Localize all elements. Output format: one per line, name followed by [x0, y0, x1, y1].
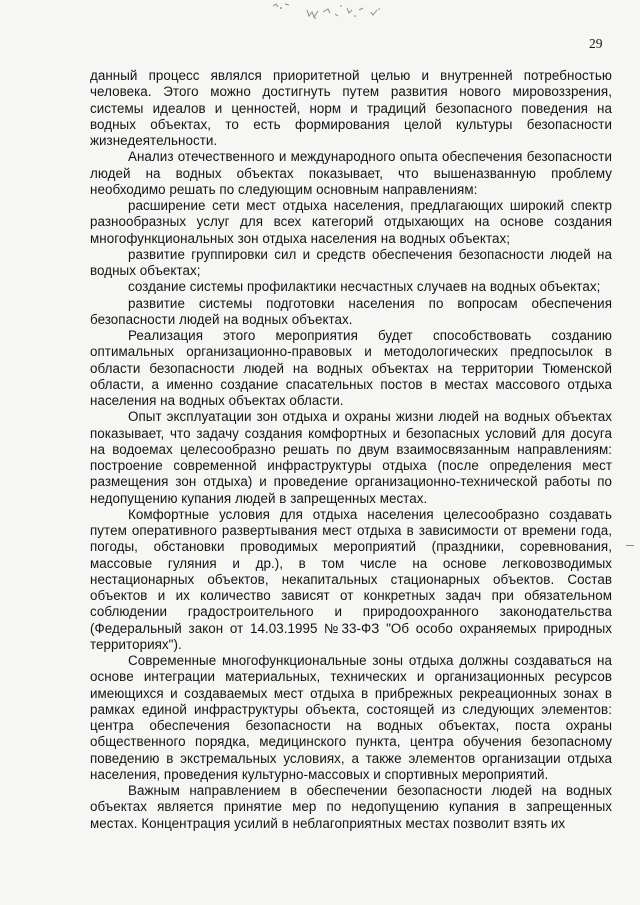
paragraph-4: развитие группировки сил и средств обеспечения безопасности людей на водных объектах; [90, 246, 612, 278]
paragraph-6: развитие системы подготовки населения по вопросам обеспечения безопасности людей на водных объектах. [90, 295, 612, 327]
scan-artifact-dash [626, 545, 634, 546]
paragraph-5: создание системы профилактики несчастных случаев на водных объектах; [128, 279, 601, 295]
paragraph-3: расширение сети мест отдыха населения, предлагающих широкий спектр разнообразных услуг для всех категорий отдыхающих на основе создания многофункциональных зон отдыха населения на водных объектах; [90, 198, 612, 246]
paragraph-8: Опыт эксплуатации зон отдыха и охраны жизни людей на водных объектах показывает, что задачу создания комфортных и безопасных условий для досуга на водоемах целесообразно решать по двум взаимосвязанным направлениям: построение современной инфраструктуры отдыха (после определения мест размещения зон отдыха) и проведение организационно-технической работы по недопущению купания людей в запрещенных местах. [90, 409, 612, 506]
paragraph-10: Современные многофункциональные зоны отдыха должны создаваться на основе интеграции материальных, технических и организационных ресурсов имеющихся и создаваемых мест отдыха в прибрежных рекреационных зонах в рамках единой инфраструктуры объекта, состоящей из следующих элементов: центра обеспечения безопасности на водных объектах, поста охраны общественного порядка, медицинского пункта, центра обучения безопасному поведению в экстремальных условиях, а также элементов организации отдыха населения, проведения культурно-массовых и спортивных мероприятий. [90, 653, 612, 782]
paragraph-11: Важным направлением в обеспечении безопасности людей на водных объектах является принятие мер по недопущению купания в запрещенных местах. Концентрация усилий в неблагоприятных местах позволит взять их [90, 783, 612, 831]
paragraph-1: данный процесс являлся приоритетной целью и внутренней потребностью человека. Этого можно достигнуть путем развития нового мировоззрения, системы идеалов и ценностей, норм и традиций безопасного поведения на водных объектах, то есть формирования целой культуры безопасности жизнедеятельности. [90, 68, 612, 148]
paragraph-9: Комфортные условия для отдыха населения целесообразно создавать путем оперативного развертывания мест отдыха в зависимости от времени года, погоды, обстановки проводимых мероприятий (праздники, соревнования, массовые гуляния и др.), в том числе на основе легковозводимых нестационарных объектов, некапитальных стационарных объектов. Состав объектов и их количество зависят от конкретных задач при обязательном соблюдении градостроительного и природоохранного законодательства (Федеральный закон от 14.03.1995 №33-ФЗ "Об особо охраняемых природных территориях"). [90, 506, 612, 652]
scan-artifact-marks [255, 0, 405, 28]
paragraph-7: Реализация этого мероприятия будет способствовать созданию оптимальных организационно-правовых и методологических предпосылок в области безопасности людей на водных объектах на территории Тюменской области, а именно создание спасательных постов в местах массового отдыха населения на водных объектах области. [90, 328, 612, 408]
page-number: 29 [589, 36, 603, 51]
body-text [90, 68, 612, 832]
paragraph-2: Анализ отечественного и международного опыта обеспечения безопасности людей на водных объектах показывает, что вышеназванную проблему необходимо решать по следующим основным направлениям: [90, 149, 612, 197]
